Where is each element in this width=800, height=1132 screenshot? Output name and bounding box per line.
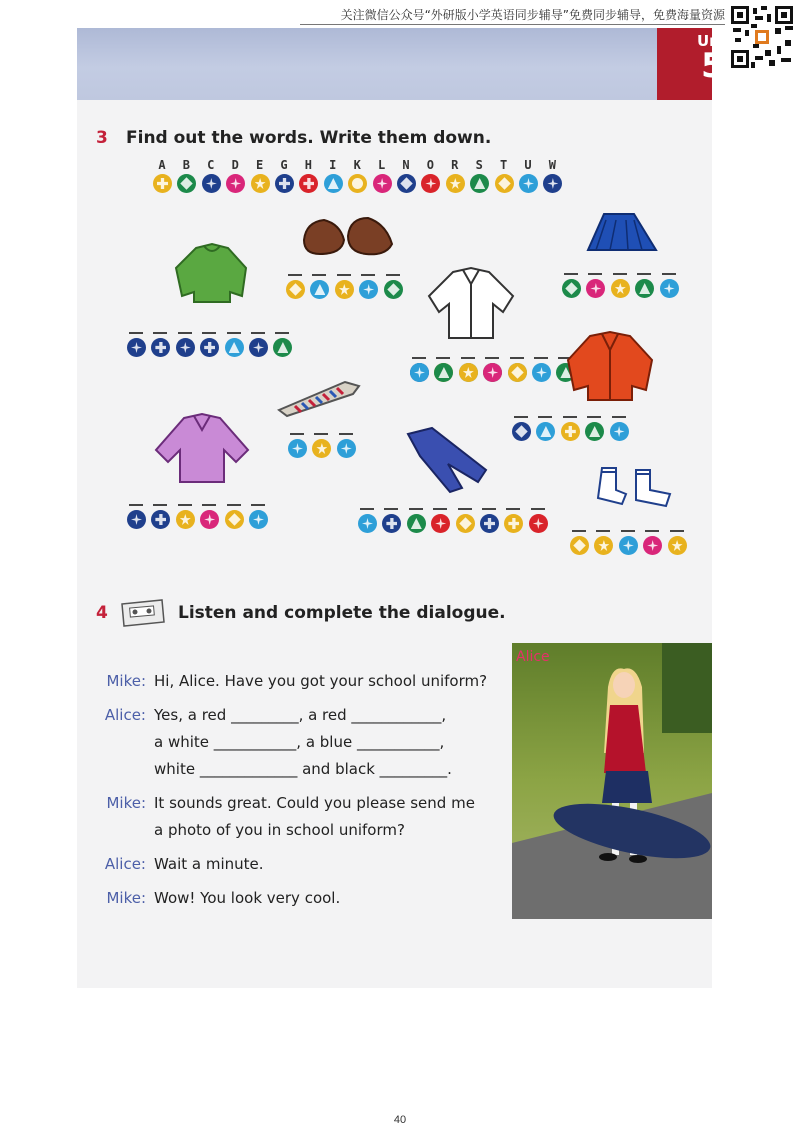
- dialogue-line: It sounds great. Could you please send me: [154, 794, 475, 812]
- puzzle-symbol-icon: [249, 510, 268, 529]
- puzzle-symbol-icon: [570, 536, 589, 555]
- key-letter: S: [475, 158, 483, 172]
- key-letter: H: [304, 158, 312, 172]
- dialogue-line: a white ___________, a blue ___________,: [154, 733, 445, 751]
- key-letter: L: [377, 158, 386, 172]
- sweater-picture: [168, 240, 256, 306]
- exercise-4-number: 4: [96, 603, 108, 623]
- answer-blank[interactable]: [384, 508, 398, 510]
- answer-blank[interactable]: [153, 332, 167, 334]
- answer-blank[interactable]: [275, 332, 289, 334]
- answer-blank[interactable]: [337, 274, 351, 276]
- key-symbol-icon: [153, 174, 172, 193]
- answer-blank[interactable]: [227, 504, 241, 506]
- key-letter: D: [231, 158, 239, 172]
- answer-blank[interactable]: [531, 508, 545, 510]
- answer-blank[interactable]: [534, 357, 548, 359]
- socks-picture: [592, 464, 678, 510]
- answer-blank[interactable]: [588, 273, 602, 275]
- key-letter: O: [426, 158, 434, 172]
- answer-blank[interactable]: [587, 416, 601, 418]
- exercise-3-number: 3: [96, 128, 108, 148]
- exercise-4-title: Listen and complete the dialogue.: [178, 603, 506, 623]
- alice-photo-image: [512, 643, 712, 919]
- qr-code-icon: [729, 4, 795, 70]
- puzzle-symbol-icon: [249, 338, 268, 357]
- key-letter: C: [207, 158, 215, 172]
- key-symbol-icon: [397, 174, 416, 193]
- answer-blank[interactable]: [458, 508, 472, 510]
- answer-blank[interactable]: [621, 530, 635, 532]
- unit-tab: [657, 28, 725, 100]
- key-symbol-icon: [495, 174, 514, 193]
- speaker-label: Mike:: [106, 889, 146, 907]
- answer-blank[interactable]: [129, 332, 143, 334]
- blouse-picture: [152, 412, 252, 486]
- answer-blank[interactable]: [288, 274, 302, 276]
- answer-blank[interactable]: [572, 530, 586, 532]
- key-letter: N: [402, 158, 410, 172]
- answer-blank[interactable]: [506, 508, 520, 510]
- puzzle-symbol-icon: [337, 439, 356, 458]
- puzzle-symbol-icon: [562, 279, 581, 298]
- key-letter: T: [499, 158, 508, 172]
- puzzle-symbol-icon: [459, 363, 478, 382]
- speaker-label: Mike:: [106, 672, 146, 690]
- answer-blank[interactable]: [596, 530, 610, 532]
- key-letter: R: [451, 158, 459, 172]
- key-letter: B: [182, 158, 190, 172]
- key-letter: E: [255, 158, 264, 172]
- puzzle-symbol-icon: [532, 363, 551, 382]
- answer-blank[interactable]: [482, 508, 496, 510]
- dialogue-line: a photo of you in school uniform?: [154, 821, 405, 839]
- shoes-picture: [300, 210, 396, 260]
- puzzle-symbol-icon: [660, 279, 679, 298]
- puzzle-symbol-icon: [225, 510, 244, 529]
- puzzle-symbol-icon: [407, 514, 426, 533]
- alice-photo: [512, 643, 712, 919]
- exercise-3-title: Find out the words. Write them down.: [126, 128, 492, 148]
- puzzle-symbol-icon: [384, 280, 403, 299]
- key-symbol-icon: [275, 174, 294, 193]
- header-rule: [300, 24, 725, 25]
- puzzle-symbol-icon: [127, 510, 146, 529]
- answer-blank[interactable]: [314, 433, 328, 435]
- answer-blank[interactable]: [538, 416, 552, 418]
- key-symbol-icon: [202, 174, 221, 193]
- answer-blank[interactable]: [202, 504, 216, 506]
- puzzle-symbol-icon: [480, 514, 499, 533]
- shirt-picture: [423, 266, 519, 342]
- answer-blank[interactable]: [178, 332, 192, 334]
- header-note: 关注微信公众号“外研版小学英语同步辅导”免费同步辅导，免费海量资源: [340, 8, 725, 22]
- answer-blank[interactable]: [339, 433, 353, 435]
- key-symbol-icon: [324, 174, 343, 193]
- key-letter: I: [329, 158, 337, 172]
- dialogue-line: Wow! You look very cool.: [154, 889, 341, 907]
- unit-number: 5: [701, 46, 725, 86]
- answer-blank[interactable]: [613, 273, 627, 275]
- speaker-label: Alice:: [104, 855, 146, 873]
- answer-blank[interactable]: [386, 274, 400, 276]
- dialogue-line: white _____________ and black _________.: [154, 760, 452, 778]
- answer-blank[interactable]: [178, 504, 192, 506]
- answer-blank[interactable]: [485, 357, 499, 359]
- answer-blank[interactable]: [227, 332, 241, 334]
- puzzle-symbol-icon: [127, 338, 146, 357]
- key-letter: W: [548, 158, 556, 172]
- cassette-icon: [116, 598, 168, 628]
- key-letter: G: [280, 158, 288, 172]
- puzzle-symbol-icon: [225, 338, 244, 357]
- puzzle-symbol-icon: [286, 280, 305, 299]
- answer-blank[interactable]: [129, 504, 143, 506]
- puzzle-symbol-icon: [358, 514, 377, 533]
- puzzle-symbol-icon: [410, 363, 429, 382]
- answer-blank[interactable]: [637, 273, 651, 275]
- answer-blank[interactable]: [436, 357, 450, 359]
- answer-blank[interactable]: [360, 508, 374, 510]
- answer-blank[interactable]: [361, 274, 375, 276]
- answer-blank[interactable]: [251, 332, 265, 334]
- speaker-label: Alice:: [104, 706, 146, 724]
- answer-blank[interactable]: [670, 530, 684, 532]
- puzzle-symbol-icon: [508, 363, 527, 382]
- answer-blank[interactable]: [563, 416, 577, 418]
- jacket-picture: [562, 330, 658, 402]
- answer-blank[interactable]: [290, 433, 304, 435]
- puzzle-symbol-icon: [512, 422, 531, 441]
- answer-blank[interactable]: [202, 332, 216, 334]
- puzzle-symbol-icon: [456, 514, 475, 533]
- puzzle-symbol-icon: [610, 422, 629, 441]
- answer-blank[interactable]: [251, 504, 265, 506]
- puzzle-symbol-icon: [668, 536, 687, 555]
- puzzle-symbol-icon: [288, 439, 307, 458]
- answer-blank[interactable]: [564, 273, 578, 275]
- key-symbol-icon: [251, 174, 270, 193]
- answer-blank[interactable]: [510, 357, 524, 359]
- dialogue-line: Hi, Alice. Have you got your school uniform?: [154, 672, 488, 690]
- puzzle-symbol-icon: [529, 514, 548, 533]
- key-symbol-icon: [373, 174, 392, 193]
- answer-blank[interactable]: [153, 504, 167, 506]
- puzzle-symbol-icon: [176, 338, 195, 357]
- puzzle-symbol-icon: [611, 279, 630, 298]
- trousers-picture: [402, 426, 488, 494]
- key-letter: A: [158, 158, 166, 172]
- puzzle-symbol-icon: [335, 280, 354, 299]
- top-banner: [77, 28, 712, 100]
- key-symbol-icon: [519, 174, 538, 193]
- page-number: 40: [393, 1114, 407, 1126]
- answer-blank[interactable]: [312, 274, 326, 276]
- key-letter: K: [353, 158, 361, 172]
- key-letter: U: [524, 158, 532, 172]
- answer-blank[interactable]: [612, 416, 626, 418]
- dialogue-line: Wait a minute.: [154, 855, 264, 873]
- skirt-picture: [584, 210, 660, 256]
- unit-label: Un: [697, 32, 720, 50]
- photo-label: Alice: [516, 649, 550, 665]
- puzzle-symbol-icon: [176, 510, 195, 529]
- answer-blank[interactable]: [461, 357, 475, 359]
- answer-blank[interactable]: [662, 273, 676, 275]
- answer-blank[interactable]: [433, 508, 447, 510]
- answer-blank[interactable]: [412, 357, 426, 359]
- dialogue-line: Yes, a red _________, a red ____________,: [154, 706, 447, 724]
- puzzle-symbol-icon: [561, 422, 580, 441]
- key-symbol-icon: [446, 174, 465, 193]
- answer-blank[interactable]: [409, 508, 423, 510]
- answer-blank[interactable]: [645, 530, 659, 532]
- puzzle-symbol-icon: [619, 536, 638, 555]
- tie-picture: [275, 372, 367, 418]
- answer-blank[interactable]: [514, 416, 528, 418]
- speaker-label: Mike:: [106, 794, 146, 812]
